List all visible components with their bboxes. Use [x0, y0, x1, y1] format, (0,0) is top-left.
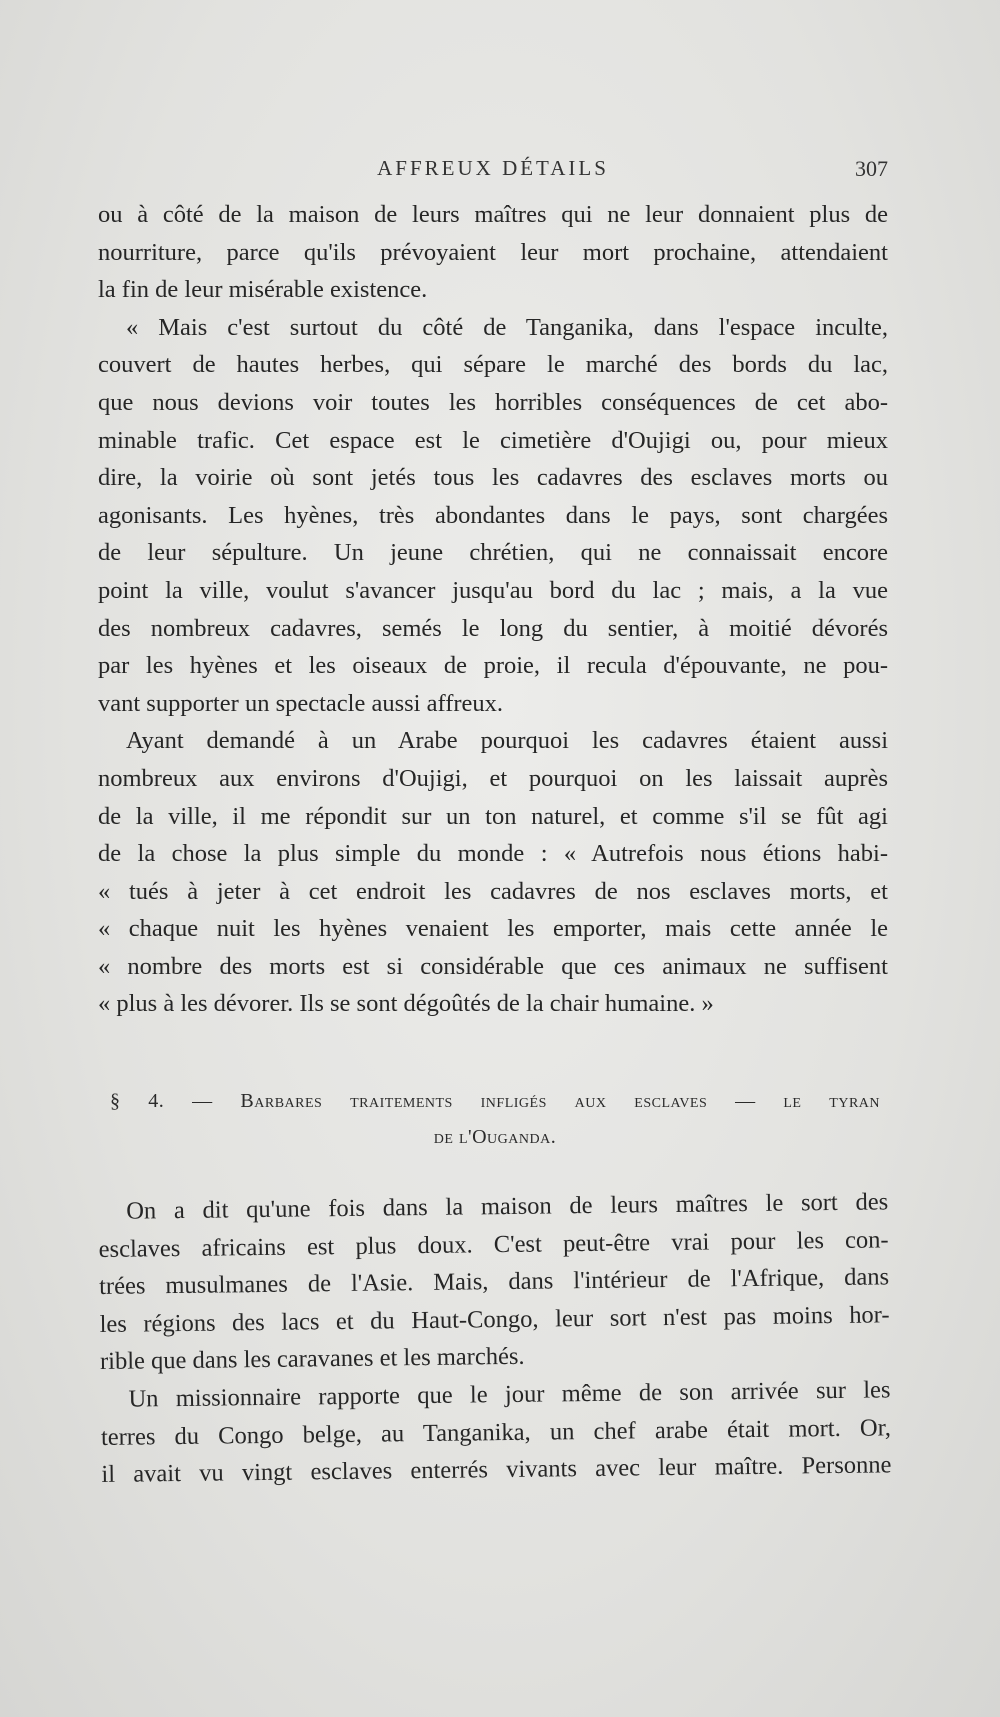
- paragraph-1: [98, 196, 888, 309]
- text-line: On a dit qu'une fois dans la maison de leurs maîtres le sort des: [126, 1188, 889, 1225]
- text-line: ou à côté de la maison de leurs maîtres qui ne leur donnaient plus de: [98, 201, 888, 228]
- text-line: point la ville, voulut s'avancer jusqu'au bord du lac ; mais, a la vue: [98, 576, 888, 604]
- running-head: [98, 156, 888, 186]
- section-heading: [110, 1083, 880, 1155]
- text-line: esclaves africains est plus doux. C'est peut-être vrai pour les con-: [98, 1225, 889, 1263]
- text-line: couvert de hautes herbes, qui sépare le marché des bords du lac,: [98, 351, 888, 379]
- page-number: 307: [855, 156, 888, 181]
- text-line: « nombre des morts est si considérable que ces animaux ne suffisent: [98, 952, 888, 980]
- text-line: agonisants. Les hyènes, très abondantes dans le pays, sont chargées: [98, 501, 888, 529]
- text-line: de la chose la plus simple du monde : « Autrefois nous étions habi-: [98, 840, 888, 868]
- text-line: nombreux aux environs d'Oujigi, et pourquoi on les laissait auprès: [98, 764, 888, 792]
- text-line: nourriture, parce qu'ils prévoyaient leur mort prochaine, attendaient: [98, 238, 888, 266]
- text-line: dire, la voirie où sont jetés tous les cadavres des esclaves morts ou: [98, 464, 888, 492]
- text-line: « Mais c'est surtout du côté de Tanganika, dans l'espace inculte,: [126, 313, 888, 341]
- text-line: des nombreux cadavres, semés le long du sentier, à moitié dévorés: [98, 614, 888, 642]
- text-line: par les hyènes et les oiseaux de proie, il recula d'épouvante, ne pou-: [98, 652, 888, 680]
- text-line: « tués à jeter à cet endroit les cadavres de nos esclaves morts, et: [98, 877, 888, 905]
- text-line: la fin de leur misérable existence.: [98, 276, 428, 304]
- section-heading-line: de l'Ouganda.: [433, 1126, 557, 1148]
- text-line: Ayant demandé à un Arabe pourquoi les cadavres étaient aussi: [126, 727, 888, 755]
- main-text-lower: [98, 1183, 892, 1493]
- running-title: AFFREUX DÉTAILS: [377, 156, 609, 180]
- text-line: de leur sépulture. Un jeune chrétien, qui ne connaissait encore: [98, 539, 888, 567]
- text-line: Un missionnaire rapporte que le jour même de son arrivée sur les: [128, 1376, 891, 1413]
- text-line: vant supporter un spectacle aussi affreux.: [98, 689, 504, 717]
- section-heading-line: § 4. — Barbares traitements infligés aux esclaves — le tyran: [110, 1090, 880, 1112]
- text-line: il avait vu vingt esclaves enterrés vivants avec leur maître. Personne: [101, 1451, 892, 1489]
- text-line: trées musulmanes de l'Asie. Mais, dans l'intérieur de l'Afrique, dans: [98, 1263, 890, 1301]
- text-line: de la ville, il me répondit sur un ton naturel, et comme s'il se fût agi: [98, 802, 888, 830]
- text-line: « plus à les dévorer. Ils se sont dégoûtés de la chair humaine. »: [98, 990, 714, 1018]
- text-line: rible que dans les caravanes et les marchés.: [99, 1343, 525, 1376]
- text-line: que nous devions voir toutes les horribles conséquences de cet abo-: [98, 388, 888, 416]
- text-line: les régions des lacs et du Haut-Congo, leur sort n'est pas moins hor-: [99, 1301, 890, 1338]
- text-line: terres du Congo belge, au Tanganika, un chef arabe était mort. Or,: [100, 1413, 892, 1451]
- paragraph-4: [98, 1183, 890, 1381]
- paragraph-5: [100, 1371, 891, 1493]
- text-line: « chaque nuit les hyènes venaient les emporter, mais cette année le: [98, 915, 888, 943]
- paragraph-2: [98, 309, 888, 723]
- main-text-upper: [98, 196, 888, 1023]
- paragraph-3: [98, 722, 888, 1023]
- text-line: minable trafic. Cet espace est le cimetière d'Oujigi ou, pour mieux: [98, 426, 888, 454]
